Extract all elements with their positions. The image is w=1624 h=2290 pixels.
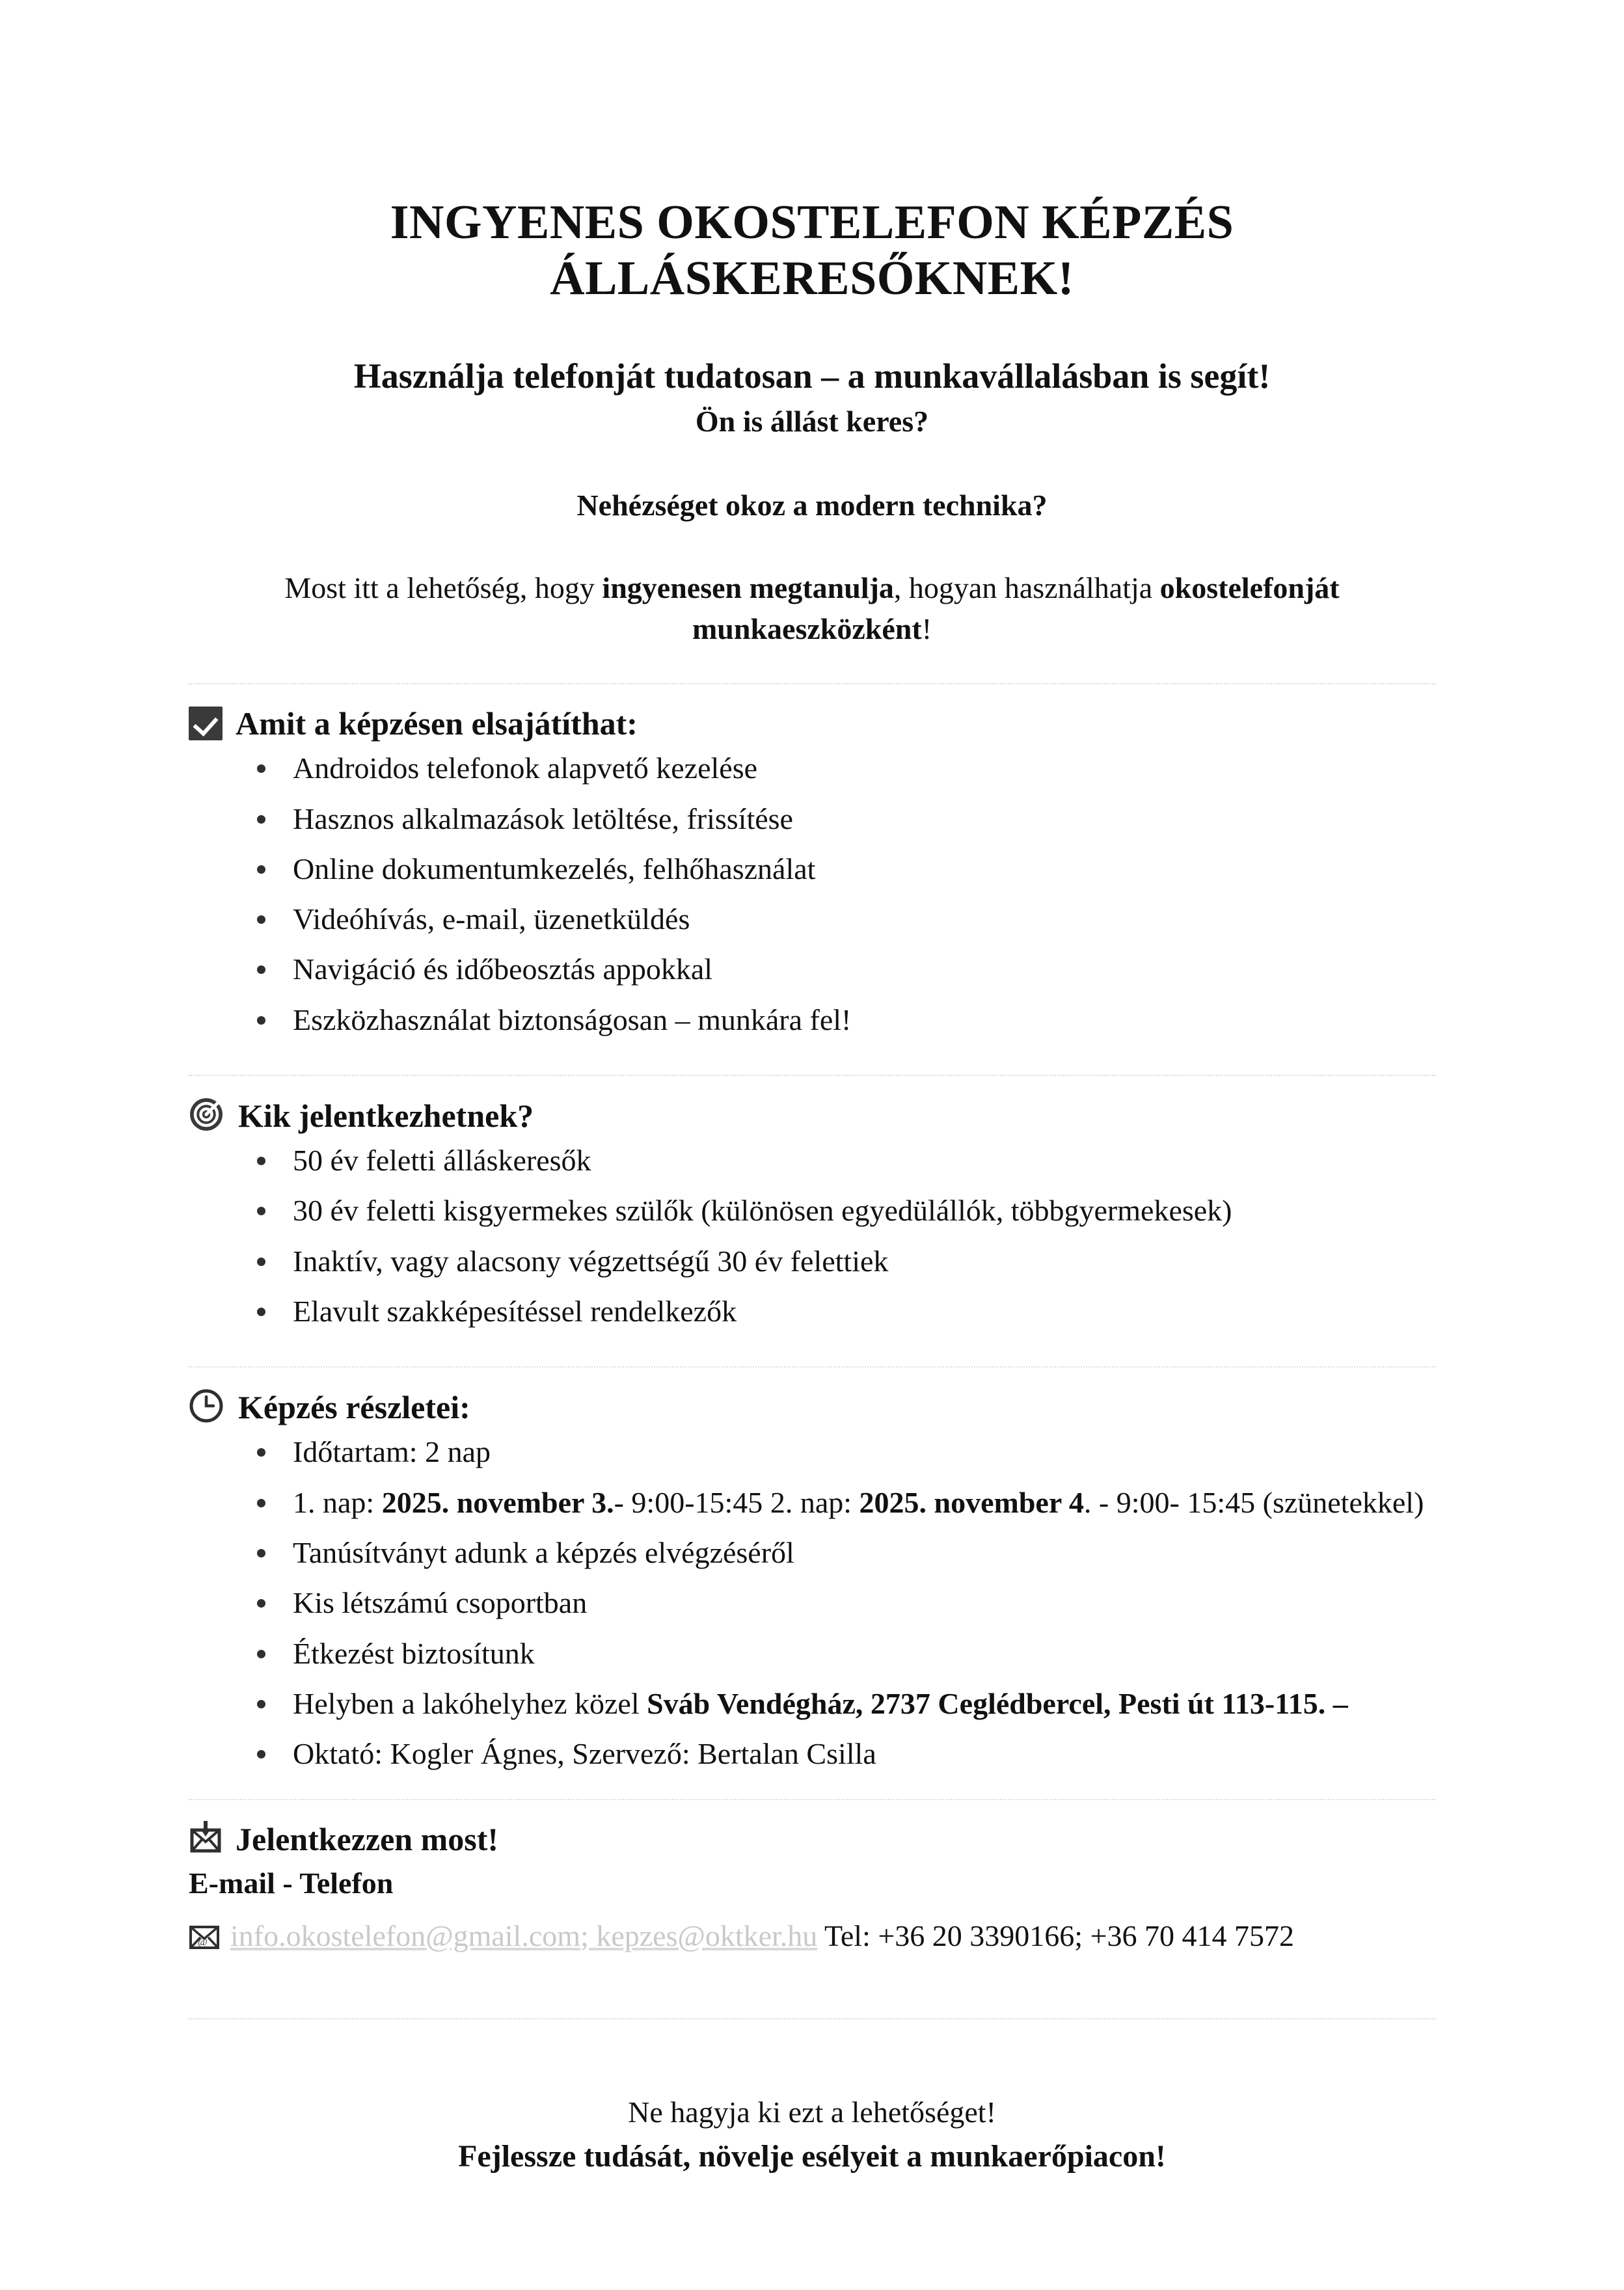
section-eligibility-header xyxy=(189,1096,1435,1135)
section-eligibility-list xyxy=(189,1139,1435,1332)
day1-date: 2025. november 3. xyxy=(381,1485,614,1519)
section-eligibility xyxy=(189,1096,1435,1332)
envelope-download-icon xyxy=(189,1820,224,1859)
separator-1 xyxy=(189,683,1435,684)
list-item: 50 év feletti álláskeresők xyxy=(189,1139,1435,1181)
intro-part-3: ! xyxy=(921,612,932,645)
intro-paragraph xyxy=(189,568,1435,649)
list-item: Elavult szakképesítéssel rendelkezők xyxy=(189,1290,1435,1332)
separator-2 xyxy=(189,1075,1435,1076)
list-item-meal: Étkezést biztosítunk xyxy=(189,1632,1435,1675)
day1-time: - 9:00-15:45 xyxy=(614,1485,763,1519)
list-item-staff: Oktató: Kogler Ágnes, Szervező: Bertalan Csilla xyxy=(189,1732,1435,1775)
section-curriculum xyxy=(189,704,1435,1041)
list-item-venue xyxy=(189,1682,1435,1725)
intro-part-1: Most itt a lehetőség, hogy xyxy=(284,571,602,605)
contact-details-line xyxy=(189,1915,1435,1962)
svg-text:@: @ xyxy=(198,1936,208,1948)
intro-bold-1: ingyenesen megtanulja xyxy=(602,571,894,605)
section-details xyxy=(189,1387,1435,1775)
list-item-duration: Időtartam: 2 nap xyxy=(189,1431,1435,1473)
section-contact xyxy=(189,1820,1435,1962)
phone-numbers: Tel: +36 20 3390166; +36 70 414 7572 xyxy=(817,1919,1295,1952)
dates-gap xyxy=(763,1486,770,1519)
day2-label: 2. nap: xyxy=(770,1485,859,1519)
list-item: Androidos telefonok alapvető kezelése xyxy=(189,747,1435,789)
contact-header xyxy=(189,1820,1435,1859)
section-details-title: Képzés részletei: xyxy=(238,1388,470,1425)
list-item: Inaktív, vagy alacsony végzettségű 30 év felettiek xyxy=(189,1240,1435,1282)
section-details-list xyxy=(189,1431,1435,1775)
separator-3 xyxy=(189,1366,1435,1367)
clock-icon xyxy=(189,1387,225,1427)
list-item: Videóhívás, e-mail, üzenetküldés xyxy=(189,898,1435,940)
day2-time: . - 9:00- 15:45 xyxy=(1083,1485,1256,1519)
list-item: Hasznos alkalmazások letöltése, frissítése xyxy=(189,798,1435,840)
separator-4 xyxy=(189,1799,1435,1800)
page-title-line-1: INGYENES OKOSTELEFON KÉPZÉS xyxy=(390,196,1234,249)
section-details-header xyxy=(189,1387,1435,1427)
venue-prefix: Helyben a lakóhelyhez közel xyxy=(293,1686,647,1720)
lead-subline: Ön is állást keres? xyxy=(695,404,929,438)
envelope-at-icon xyxy=(189,1920,220,1962)
list-item-dates xyxy=(189,1481,1435,1524)
list-item: 30 év feletti kisgyermekes szülők (különösen egyedülállók, többgyermekesek) xyxy=(189,1189,1435,1232)
section-curriculum-header xyxy=(189,704,1435,743)
email-link-2[interactable]: kepzes@oktker.hu xyxy=(596,1919,818,1952)
day1-label: 1. nap: xyxy=(293,1485,382,1519)
separator-5 xyxy=(189,2018,1435,2019)
target-dart-icon xyxy=(189,1096,225,1135)
footer-block xyxy=(189,2092,1435,2178)
list-item: Eszközhasználat biztonságosan – munkára fel! xyxy=(189,999,1435,1041)
contact-title: Jelentkezzen most! xyxy=(236,1821,499,1858)
question-text: Nehézséget okoz a modern technika? xyxy=(576,489,1048,522)
section-eligibility-title: Kik jelentkezhetnek? xyxy=(238,1097,534,1134)
list-item: Navigáció és időbeosztás appokkal xyxy=(189,948,1435,990)
lead-headline: Használja telefonját tudatosan – a munkavállalásban is segít! xyxy=(353,356,1271,396)
section-curriculum-title: Amit a képzésen elsajátíthat: xyxy=(236,705,638,742)
checkbox-checked-icon xyxy=(189,707,223,740)
lead-block xyxy=(189,355,1435,441)
intro-part-2: , hogyan használhatja xyxy=(893,571,1160,605)
page-title-line-2: ÁLLÁSKERESŐKNEK! xyxy=(550,251,1074,305)
section-curriculum-list xyxy=(189,747,1435,1041)
dates-note: (szünetekkel) xyxy=(1262,1485,1424,1519)
list-item-group: Kis létszámú csoportban xyxy=(189,1582,1435,1624)
email-separator: ; xyxy=(580,1919,597,1952)
footer-line-1: Ne hagyja ki ezt a lehetőséget! xyxy=(628,2095,996,2129)
intro-bold-2: okostelefonját munkaeszközként xyxy=(692,571,1340,645)
contact-subtitle: E-mail - Telefon xyxy=(189,1866,394,1900)
venue-address: Sváb Vendégház, 2737 Ceglédbercel, Pesti út 113-115. – xyxy=(647,1686,1348,1720)
day2-date: 2025. november 4 xyxy=(859,1485,1084,1519)
list-item: Online dokumentumkezelés, felhőhasználat xyxy=(189,848,1435,890)
list-item-certificate: Tanúsítványt adunk a képzés elvégzéséről xyxy=(189,1531,1435,1574)
page-title xyxy=(189,195,1435,307)
footer-line-2: Fejlessze tudását, növelje esélyeit a munkaerőpiacon! xyxy=(458,2139,1166,2174)
email-link-1[interactable]: info.okostelefon@gmail.com xyxy=(230,1919,581,1952)
